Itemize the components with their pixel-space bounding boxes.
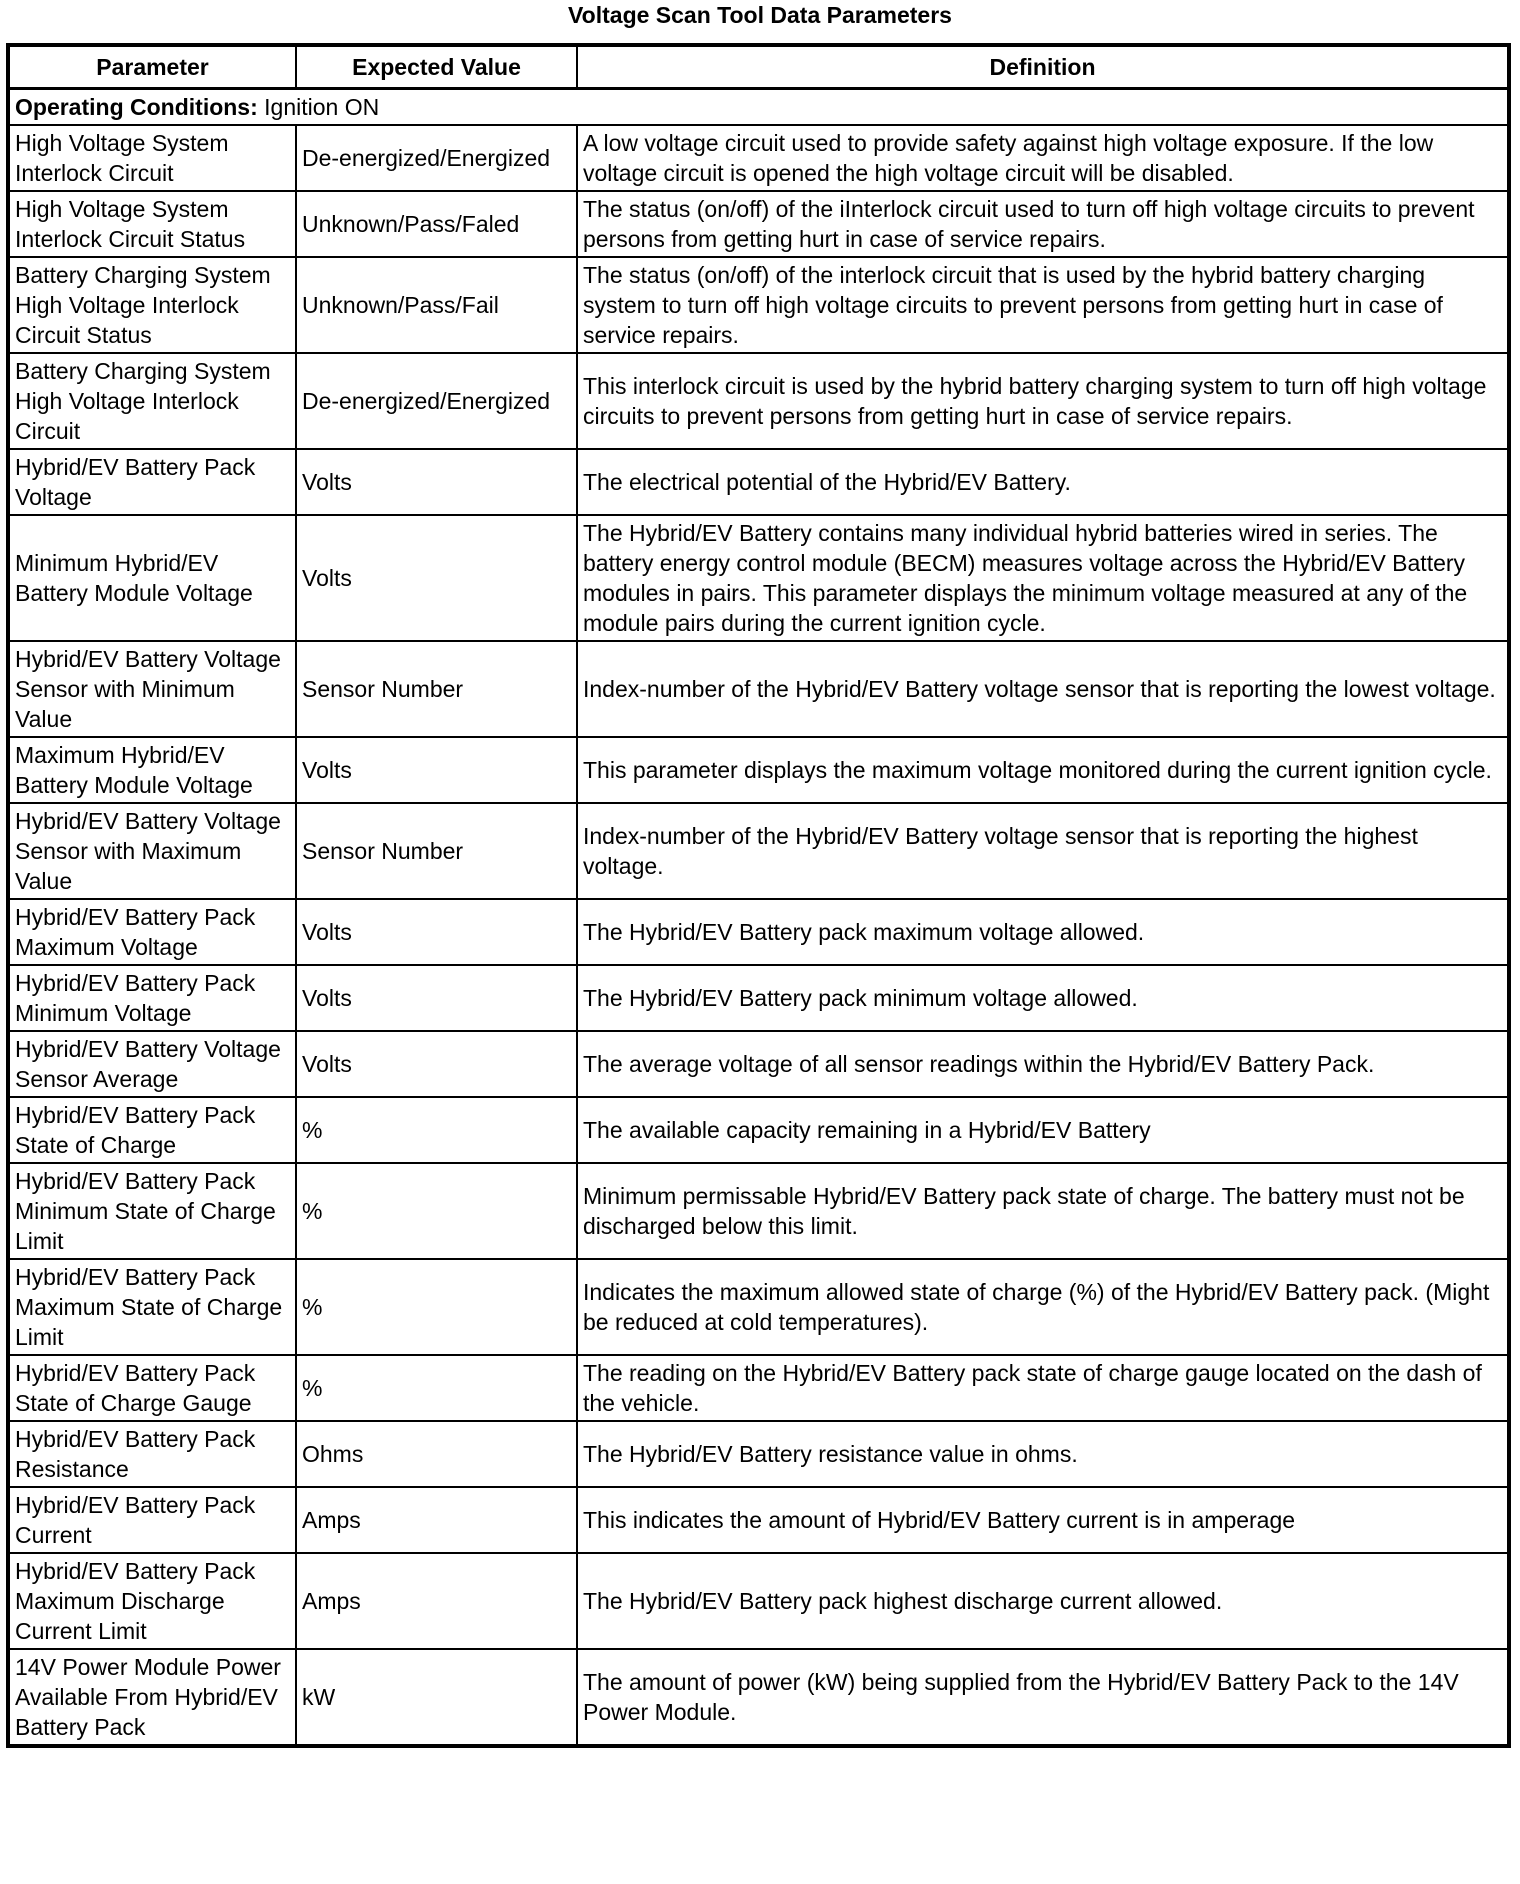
parameter-cell: Hybrid/EV Battery Voltage Sensor with Maximum Value [8, 803, 296, 899]
parameter-cell: Hybrid/EV Battery Pack Current [8, 1487, 296, 1553]
definition-cell: This indicates the amount of Hybrid/EV Battery current is in amperage [577, 1487, 1509, 1553]
parameter-cell: 14V Power Module Power Available From Hybrid/EV Battery Pack [8, 1649, 296, 1746]
parameter-cell: High Voltage System Interlock Circuit [8, 125, 296, 191]
parameter-cell: High Voltage System Interlock Circuit Status [8, 191, 296, 257]
parameter-cell: Battery Charging System High Voltage Interlock Circuit [8, 353, 296, 449]
table-row [8, 1259, 1509, 1355]
table-row [8, 1031, 1509, 1097]
definition-cell: Index-number of the Hybrid/EV Battery voltage sensor that is reporting the lowest voltage. [577, 641, 1509, 737]
parameter-cell: Hybrid/EV Battery Pack Maximum Voltage [8, 899, 296, 965]
header-definition: Definition [577, 45, 1509, 89]
parameter-cell: Hybrid/EV Battery Pack Voltage [8, 449, 296, 515]
parameter-cell: Maximum Hybrid/EV Battery Module Voltage [8, 737, 296, 803]
table-row [8, 1421, 1509, 1487]
definition-cell: The status (on/off) of the iInterlock circuit used to turn off high voltage circuits to prevent persons from getting hurt in case of service repairs. [577, 191, 1509, 257]
expected-value-cell: % [296, 1355, 577, 1421]
expected-value-cell: De-energized/Energized [296, 353, 577, 449]
header-expected-value: Expected Value [296, 45, 577, 89]
table-row [8, 641, 1509, 737]
definition-cell: The Hybrid/EV Battery pack highest discharge current allowed. [577, 1553, 1509, 1649]
table-row [8, 449, 1509, 515]
parameter-cell: Hybrid/EV Battery Pack Resistance [8, 1421, 296, 1487]
definition-cell: Minimum permissable Hybrid/EV Battery pack state of charge. The battery must not be discharged below this limit. [577, 1163, 1509, 1259]
definition-cell: The average voltage of all sensor readings within the Hybrid/EV Battery Pack. [577, 1031, 1509, 1097]
operating-conditions-label: Operating Conditions: [15, 94, 258, 120]
expected-value-cell: % [296, 1097, 577, 1163]
definition-cell: The reading on the Hybrid/EV Battery pack state of charge gauge located on the dash of the vehicle. [577, 1355, 1509, 1421]
parameter-cell: Hybrid/EV Battery Pack Minimum Voltage [8, 965, 296, 1031]
definition-cell: The available capacity remaining in a Hybrid/EV Battery [577, 1097, 1509, 1163]
definition-cell: The amount of power (kW) being supplied from the Hybrid/EV Battery Pack to the 14V Power Module. [577, 1649, 1509, 1746]
table-header-row [8, 45, 1509, 89]
expected-value-cell: Volts [296, 1031, 577, 1097]
expected-value-cell: Sensor Number [296, 641, 577, 737]
definition-cell: A low voltage circuit used to provide safety against high voltage exposure. If the low voltage circuit is opened the high voltage circuit will be disabled. [577, 125, 1509, 191]
table-row [8, 1649, 1509, 1746]
definition-cell: The status (on/off) of the interlock circuit that is used by the hybrid battery charging system to turn off high voltage circuits to prevent persons from getting hurt in case of service repairs. [577, 257, 1509, 353]
definition-cell: This parameter displays the maximum voltage monitored during the current ignition cycle. [577, 737, 1509, 803]
expected-value-cell: Volts [296, 965, 577, 1031]
definition-cell: The Hybrid/EV Battery resistance value in ohms. [577, 1421, 1509, 1487]
expected-value-cell: % [296, 1259, 577, 1355]
expected-value-cell: % [296, 1163, 577, 1259]
parameter-cell: Hybrid/EV Battery Voltage Sensor with Minimum Value [8, 641, 296, 737]
table-row [8, 1097, 1509, 1163]
parameter-cell: Hybrid/EV Battery Pack Minimum State of Charge Limit [8, 1163, 296, 1259]
definition-cell: The Hybrid/EV Battery pack minimum voltage allowed. [577, 965, 1509, 1031]
table-row [8, 1355, 1509, 1421]
table-row [8, 1487, 1509, 1553]
parameter-cell: Hybrid/EV Battery Pack Maximum Discharge Current Limit [8, 1553, 296, 1649]
table-row [8, 257, 1509, 353]
expected-value-cell: kW [296, 1649, 577, 1746]
definition-cell: The Hybrid/EV Battery pack maximum voltage allowed. [577, 899, 1509, 965]
table-row [8, 803, 1509, 899]
parameter-cell: Hybrid/EV Battery Pack Maximum State of Charge Limit [8, 1259, 296, 1355]
expected-value-cell: Sensor Number [296, 803, 577, 899]
table-row [8, 1163, 1509, 1259]
table-row [8, 899, 1509, 965]
parameter-cell: Battery Charging System High Voltage Interlock Circuit Status [8, 257, 296, 353]
expected-value-cell: Volts [296, 515, 577, 641]
operating-conditions-cell [8, 89, 1509, 126]
definition-cell: Indicates the maximum allowed state of charge (%) of the Hybrid/EV Battery pack. (Might be reduced at cold temperatures). [577, 1259, 1509, 1355]
header-parameter: Parameter [8, 45, 296, 89]
table-row [8, 1553, 1509, 1649]
parameter-cell: Hybrid/EV Battery Pack State of Charge Gauge [8, 1355, 296, 1421]
expected-value-cell: Unknown/Pass/Faled [296, 191, 577, 257]
expected-value-cell: Volts [296, 449, 577, 515]
table-row [8, 353, 1509, 449]
table-row [8, 515, 1509, 641]
expected-value-cell: Amps [296, 1487, 577, 1553]
table-row [8, 191, 1509, 257]
table-row [8, 737, 1509, 803]
expected-value-cell: Unknown/Pass/Fail [296, 257, 577, 353]
definition-cell: The electrical potential of the Hybrid/EV Battery. [577, 449, 1509, 515]
expected-value-cell: Ohms [296, 1421, 577, 1487]
table-row [8, 965, 1509, 1031]
expected-value-cell: De-energized/Energized [296, 125, 577, 191]
parameters-table [6, 43, 1511, 1748]
definition-cell: Index-number of the Hybrid/EV Battery voltage sensor that is reporting the highest voltage. [577, 803, 1509, 899]
parameter-cell: Hybrid/EV Battery Voltage Sensor Average [8, 1031, 296, 1097]
expected-value-cell: Volts [296, 737, 577, 803]
definition-cell: The Hybrid/EV Battery contains many individual hybrid batteries wired in series. The battery energy control module (BECM) measures voltage across the Hybrid/EV Battery modules in pairs. This parameter displays the minimum voltage measured at any of the module pairs during the current ignition cycle. [577, 515, 1509, 641]
document-title: Voltage Scan Tool Data Parameters [568, 2, 952, 28]
definition-cell: This interlock circuit is used by the hybrid battery charging system to turn off high voltage circuits to prevent persons from getting hurt in case of service repairs. [577, 353, 1509, 449]
expected-value-cell: Amps [296, 1553, 577, 1649]
table-row [8, 125, 1509, 191]
expected-value-cell: Volts [296, 899, 577, 965]
operating-conditions-row [8, 89, 1509, 126]
parameter-cell: Hybrid/EV Battery Pack State of Charge [8, 1097, 296, 1163]
operating-conditions-value: Ignition ON [264, 94, 380, 120]
parameter-cell: Minimum Hybrid/EV Battery Module Voltage [8, 515, 296, 641]
